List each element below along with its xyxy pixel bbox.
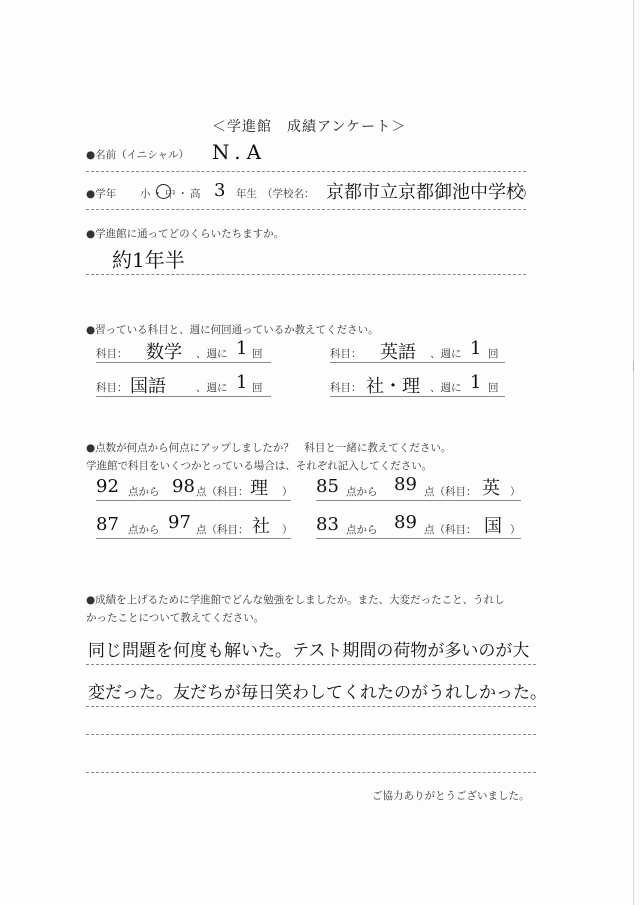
score-from-suffix: 点から — [128, 486, 160, 498]
subject-value: 数学 — [146, 342, 182, 363]
week-suffix: 回 — [252, 348, 263, 360]
grade-levels: 小・中・高 — [140, 188, 203, 200]
study-question-line2: かったことについて教えてください。 — [86, 612, 265, 624]
score-underline — [96, 538, 291, 539]
subject-underline — [96, 362, 271, 363]
grade-selected-circle — [156, 184, 171, 199]
score-close: ） — [282, 524, 293, 536]
grade-year: 3 — [214, 180, 226, 201]
subject-underline — [330, 396, 505, 397]
score-from: 85 — [316, 476, 339, 497]
score-subject: 国 — [484, 516, 502, 537]
score-to: 98 — [172, 476, 195, 497]
scores-question-line2: 学進館で科目をいくつかとっている場合は、それぞれ記入してください。 — [86, 460, 433, 472]
study-answer-line1: 同じ問題を何度も解いた。テスト期間の荷物が多いのが大 — [88, 641, 530, 661]
score-from: 83 — [316, 514, 339, 535]
thanks-footer: ご協力ありがとうございました。 — [372, 790, 530, 802]
grade-label: ●学年 — [86, 188, 117, 200]
duration-question: ●学進館に通ってどのくらいたちますか。 — [86, 228, 285, 240]
score-subject: 社 — [252, 516, 270, 537]
school-label: （学校名： — [262, 188, 315, 200]
score-from: 87 — [96, 514, 119, 535]
school-close: ） — [522, 188, 533, 200]
score-from: 92 — [96, 476, 119, 497]
name-label: ●名前（イニシャル） — [86, 149, 190, 161]
subject-value: 国語 — [130, 376, 166, 397]
score-from-suffix: 点から — [346, 524, 378, 536]
subject-underline — [330, 362, 505, 363]
week-times: 1 — [236, 338, 248, 359]
name-value: N.A — [212, 140, 268, 164]
week-suffix: 回 — [488, 382, 499, 394]
week-prefix: 、週に — [430, 382, 462, 394]
subject-underline — [96, 396, 271, 397]
school-name: 京都市立京都御池中学校 — [326, 182, 524, 203]
score-to-suffix: 点（科目： — [424, 524, 477, 536]
duration-line — [86, 274, 526, 275]
week-prefix: 、週に — [196, 382, 228, 394]
subject-value: 社・理 — [366, 376, 420, 397]
subject-label: 科目： — [330, 348, 362, 360]
name-line — [86, 171, 526, 172]
answer-line — [86, 664, 536, 665]
week-prefix: 、週に — [430, 348, 462, 360]
week-suffix: 回 — [488, 348, 499, 360]
study-answer-line2: 変だった。友だちが毎日笑わしてくれたのがうれしかった。 — [88, 683, 547, 703]
subject-label: 科目： — [96, 382, 128, 394]
duration-answer: 約1年半 — [112, 248, 185, 272]
score-close: ） — [510, 524, 521, 536]
score-to: 97 — [168, 512, 191, 533]
study-question-line1: ●成績を上げるために学進館でどんな勉強をしましたか。また、大変だったこと、うれし — [86, 594, 505, 606]
week-times: 1 — [470, 372, 482, 393]
answer-line — [86, 772, 536, 773]
subjects-question: ●習っている科目と、週に何回通っているか教えてください。 — [86, 324, 379, 336]
page-title: ＜学進館 成績アンケート＞ — [212, 119, 407, 135]
scan-edge — [633, 0, 634, 905]
week-suffix: 回 — [252, 382, 263, 394]
subject-value: 英語 — [380, 342, 416, 363]
week-prefix: 、週に — [196, 348, 228, 360]
week-times: 1 — [236, 372, 248, 393]
week-times: 1 — [470, 338, 482, 359]
score-to-suffix: 点（科目： — [196, 486, 249, 498]
score-to: 89 — [394, 474, 417, 495]
score-to-suffix: 点（科目： — [424, 486, 477, 498]
score-from-suffix: 点から — [128, 524, 160, 536]
score-subject: 英 — [482, 478, 500, 499]
subject-label: 科目： — [330, 382, 362, 394]
answer-line — [86, 706, 536, 707]
score-subject: 理 — [250, 478, 268, 499]
scores-question-line1: ●点数が何点から何点にアップしましたか？ 科目と一緒に教えてください。 — [86, 442, 452, 454]
score-to: 89 — [394, 512, 417, 533]
score-underline — [316, 500, 521, 501]
grade-year-suffix: 年生 — [236, 188, 257, 200]
score-to-suffix: 点（科目： — [196, 524, 249, 536]
score-underline — [96, 500, 291, 501]
score-underline — [316, 538, 521, 539]
score-close: ） — [510, 486, 521, 498]
answer-line — [86, 734, 536, 735]
grade-line — [86, 209, 526, 210]
score-from-suffix: 点から — [346, 486, 378, 498]
subject-label: 科目： — [96, 348, 128, 360]
score-close: ） — [282, 486, 293, 498]
